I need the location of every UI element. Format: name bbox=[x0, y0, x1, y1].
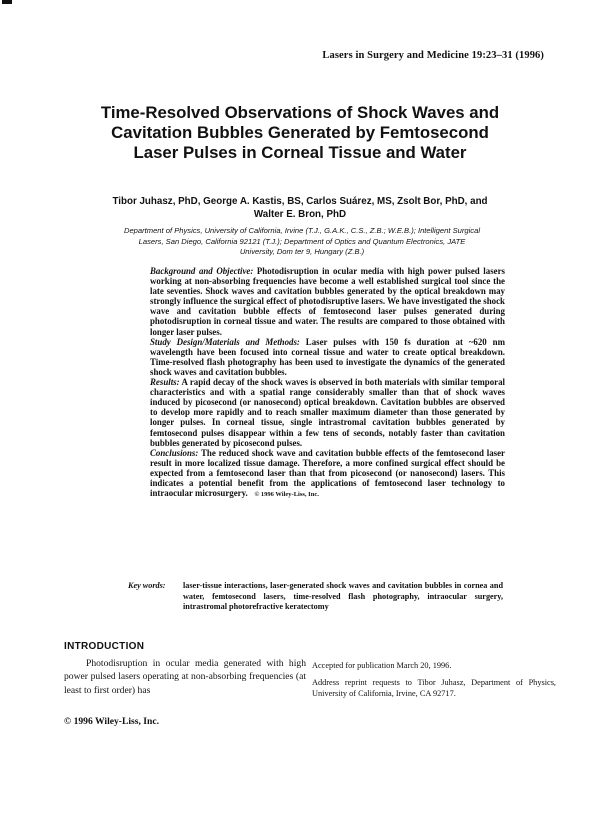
introduction-paragraph: Photodisruption in ocular media generated with high power pulsed lasers operating at non-absorbing frequencies (at least to first order) has bbox=[64, 658, 306, 696]
abstract-design-heading: Study Design/Materials and Methods: bbox=[150, 336, 300, 347]
author-list: Tibor Juhasz, PhD, George A. Kastis, BS, Carlos Suárez, MS, Zsolt Bor, PhD, and Walter E. Bron, PhD bbox=[112, 196, 488, 220]
abstract-results bbox=[150, 377, 505, 448]
abstract-results-text: A rapid decay of the shock waves is observed in both materials with similar temporal characteristics and with a spatial range considerably smaller than that of shock waves induced by picosecond (or nanosecond) optical breakdown. Cavitation bubbles are observed to develop more rapidly and to reach smaller maximum diameter than those generated by longer pulses. In corneal tissue, single intrastromal cavitation bubbles generated by femtosecond pulses disappear within a few tens of seconds, notably faster than cavitation bubbles generated by picosecond pulses. bbox=[150, 377, 505, 448]
footnotes bbox=[312, 660, 556, 699]
introduction-text bbox=[64, 657, 306, 697]
footnote-reprint: Address reprint requests to Tibor Juhasz, Department of Physics, University of California, Irvine, CA 92717. bbox=[312, 678, 556, 698]
abstract-design-text: Laser pulses with 150 fs duration at ~620 nm wavelength have been focused into corneal tissue and water to create optical breakdown. Time-resolved flash photography has been used to investigate the dynamics of the generated shock waves and cavitation bubbles. bbox=[150, 336, 505, 377]
running-head: Lasers in Surgery and Medicine 19:23–31 (1996) bbox=[322, 50, 544, 61]
abstract-conclusions-text: The reduced shock wave and cavitation bubble effects of the femtosecond laser result in more localized tissue damage. Therefore, a more confined surgical effect should be expected from a femtosecond laser than that from picosecond (or nanosecond) lasers. This indicates a potential benefit from the applications of femtosecond laser technology to intraocular microsurgery. bbox=[150, 447, 505, 499]
footnote-accepted: Accepted for publication March 20, 1996. bbox=[312, 661, 452, 670]
abstract-background-heading: Background and Objective: bbox=[150, 266, 254, 276]
keywords-label: Key words: bbox=[128, 581, 166, 590]
article-title: Time-Resolved Observations of Shock Waves and Cavitation Bubbles Generated by Femtosecond Laser Pulses in Corneal Tissue and Water bbox=[100, 103, 500, 162]
page-copyright: © 1996 Wiley-Liss, Inc. bbox=[64, 716, 160, 727]
abstract-copyright: © 1996 Wiley-Liss, Inc. bbox=[254, 491, 319, 499]
abstract-conclusions-heading: Conclusions: bbox=[150, 447, 199, 458]
abstract-design bbox=[150, 337, 505, 377]
introduction-heading: INTRODUCTION bbox=[64, 641, 145, 652]
author-affiliations: Department of Physics, University of California, Irvine (T.J., G.A.K., C.S., Z.B.; W.E.B.); Intelligent Surgical Lasers, San Diego, California 92121 (T.J.); Department of Optics and Quantum Electronics, JATE University, Dom ter 9, Hungary (Z.B.) bbox=[123, 226, 481, 257]
abstract-background-text: Photodisruption in ocular media with high power pulsed lasers working at non-absorbing frequencies have become a well established surgical tool since the late seventies. Shock waves and cavitation bubbles generated by the optical breakdown may strongly influence the surgical effect of photodisruptive lasers. We have investigated the shock wave and cavitation bubble effects of femtosecond laser pulses generated during photodisruption in corneal tissue and water. The results are compared to those obtained with longer laser pulses. bbox=[150, 266, 505, 337]
scan-corner-mark bbox=[2, 0, 12, 4]
abstract-results-heading: Results: bbox=[150, 377, 180, 388]
abstract-background bbox=[150, 266, 505, 337]
keywords-text: laser-tissue interactions, laser-generated shock waves and cavitation bubbles in cornea and water, femtosecond lasers, time-resolved flash photography, intraocular surgery, intrastromal photorefractive keratectomy bbox=[183, 581, 503, 612]
abstract-conclusions bbox=[150, 448, 505, 500]
abstract bbox=[150, 266, 505, 500]
